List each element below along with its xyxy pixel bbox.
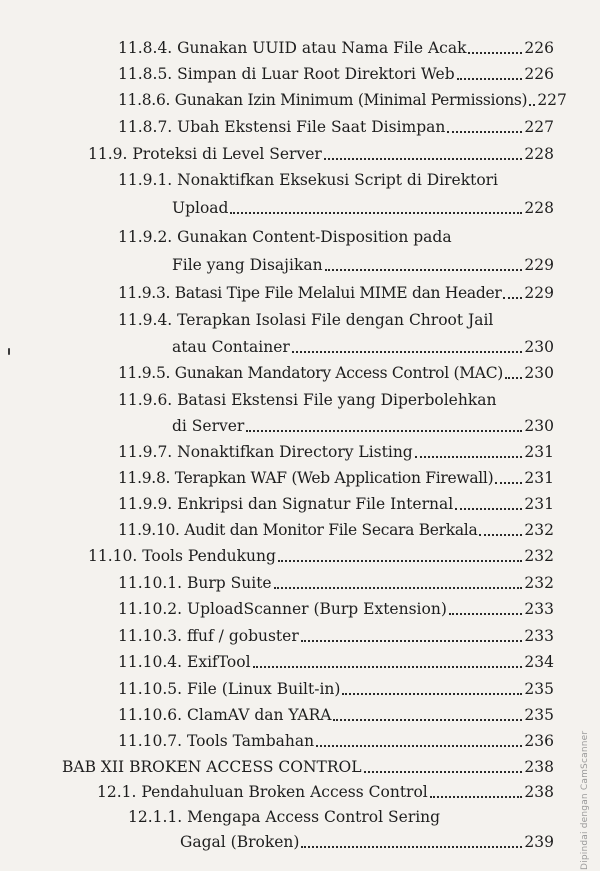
dot-leader: [301, 846, 522, 848]
toc-entry-11-9-7: [118, 442, 554, 462]
toc-entry-bab-xii: [62, 757, 554, 777]
toc-entry-title: 11.10.2. UploadScanner (Burp Extension): [118, 600, 447, 618]
toc-entry-11-10-1: [118, 573, 554, 593]
toc-entry-title: 11.10.7. Tools Tambahan: [118, 732, 315, 750]
toc-entry-page: 226: [524, 65, 554, 83]
dot-leader: [455, 508, 522, 510]
toc-entry-title: 12.1. Pendahuluan Broken Access Control: [97, 783, 428, 801]
toc-entry-11-9-5: [118, 363, 554, 383]
dot-leader: [468, 52, 522, 54]
dot-leader: [529, 104, 535, 106]
toc-entry-title: 11.9.6. Batasi Ekstensi File yang Diperbolehkan: [118, 391, 497, 409]
toc-entry-title: 11.9.3. Batasi Tipe File Melalui MIME dan Header: [118, 284, 502, 302]
dot-leader: [449, 613, 523, 615]
toc-entry-11-8-4: [118, 38, 554, 58]
toc-entry-title: 11.9.9. Enkripsi dan Signatur File Internal: [118, 495, 454, 513]
toc-entry-page: 231: [524, 495, 554, 513]
toc-entry-title: BAB XII BROKEN ACCESS CONTROL: [62, 758, 362, 776]
toc-entry-11-9-1: [118, 170, 554, 190]
toc-entry-11-9-4: [118, 310, 554, 330]
toc-entry-title: 11.10.4. ExifTool: [118, 653, 251, 671]
toc-entry-page: 226: [524, 39, 554, 57]
toc-entry-title: di Server: [172, 417, 245, 435]
toc-entry-page: 234: [524, 653, 554, 671]
toc-entry-page: 232: [524, 574, 554, 592]
toc-entry-title: 11.10.5. File (Linux Built-in): [118, 680, 341, 698]
dot-leader: [325, 269, 523, 271]
toc-entry-11-9-9: [118, 494, 554, 514]
dot-leader: [503, 297, 522, 299]
toc-entry-title: 11.10.6. ClamAV dan YARA: [118, 706, 332, 724]
toc-entry-title: Gagal (Broken): [180, 833, 300, 851]
toc-entry-title: 11.10.3. ffuf / gobuster: [118, 627, 299, 645]
dot-leader: [324, 158, 523, 160]
toc-entry-12-1-1: [128, 807, 554, 827]
toc-entry-title: 11.9.4. Terapkan Isolasi File dengan Chroot Jail: [118, 311, 494, 329]
toc-entry-11-10-7: [118, 731, 554, 751]
dot-leader: [274, 587, 523, 589]
toc-entry-11-10-2: [118, 599, 554, 619]
camscanner-watermark: Dipindai dengan CamScanner: [580, 730, 590, 870]
toc-entry-title: 11.9.7. Nonaktifkan Directory Listing: [118, 443, 413, 461]
toc-entry-page: 236: [524, 732, 554, 750]
toc-entry-11-9-2: [118, 227, 554, 247]
toc-entry-11-9-2-cont: [172, 255, 554, 275]
toc-entry-11-9: [88, 144, 554, 164]
toc-entry-title: 11.8.5. Simpan di Luar Root Direktori Web: [118, 65, 455, 83]
toc-entry-page: 228: [524, 199, 554, 217]
dot-leader: [316, 745, 522, 747]
toc-entry-page: 227: [524, 118, 554, 136]
toc-entry-page: 231: [524, 469, 554, 487]
dot-leader: [230, 212, 522, 214]
dot-leader: [415, 456, 523, 458]
toc-entry-11-10: [88, 546, 554, 566]
dot-leader: [253, 666, 523, 668]
toc-entry-page: 229: [524, 256, 554, 274]
dot-leader: [505, 377, 522, 379]
toc-entry-title: 12.1.1. Mengapa Access Control Sering: [128, 808, 441, 826]
toc-entry-page: 235: [524, 706, 554, 724]
scan-speck: [8, 348, 10, 355]
toc-entry-title: 11.10. Tools Pendukung: [88, 547, 276, 565]
toc-entry-page: 235: [524, 680, 554, 698]
dot-leader: [333, 719, 522, 721]
toc-entry-page: 231: [524, 443, 554, 461]
toc-entry-title: 11.8.6. Gunakan Izin Minimum (Minimal Permissions): [118, 91, 528, 109]
toc-entry-11-9-10: [118, 520, 554, 540]
toc-entry-11-10-5: [118, 679, 554, 699]
dot-leader: [364, 771, 523, 773]
toc-entry-page: 230: [524, 364, 554, 382]
dot-leader: [246, 430, 522, 432]
dot-leader: [292, 351, 523, 353]
toc-entry-page: 229: [524, 284, 554, 302]
dot-leader: [301, 640, 523, 642]
toc-entry-11-10-4: [118, 652, 554, 672]
toc-entry-title: 11.8.7. Ubah Ekstensi File Saat Disimpan: [118, 118, 446, 136]
toc-entry-page: 238: [524, 783, 554, 801]
dot-leader: [447, 131, 522, 133]
toc-entry-page: 228: [524, 145, 554, 163]
dot-leader: [430, 796, 523, 798]
toc-entry-11-9-6: [118, 390, 554, 410]
dot-leader: [495, 482, 522, 484]
toc-entry-page: 232: [524, 521, 554, 539]
toc-entry-title: atau Container: [172, 338, 290, 356]
dot-leader: [278, 560, 522, 562]
toc-entry-11-8-5: [118, 64, 554, 84]
toc-entry-11-9-6-cont: [172, 416, 554, 436]
toc-entry-title: 11.10.1. Burp Suite: [118, 574, 272, 592]
toc-entry-page: 232: [524, 547, 554, 565]
toc-entry-page: 230: [524, 338, 554, 356]
toc-entry-12-1: [97, 782, 554, 802]
dot-leader: [457, 78, 523, 80]
toc-entry-page: 238: [524, 758, 554, 776]
toc-entry-page: 230: [524, 417, 554, 435]
toc-entry-title: 11.9.5. Gunakan Mandatory Access Control (MAC): [118, 364, 504, 382]
toc-entry-11-10-3: [118, 626, 554, 646]
toc-entry-page: 239: [524, 833, 554, 851]
toc-entry-11-9-8: [118, 468, 554, 488]
toc-entry-title: 11.8.4. Gunakan UUID atau Nama File Acak: [118, 39, 467, 57]
toc-entry-page: 227: [537, 91, 567, 109]
toc-entry-11-9-4-cont: [172, 337, 554, 357]
toc-entry-page: 233: [524, 600, 554, 618]
toc-entry-11-8-7: [118, 117, 554, 137]
toc-entry-11-10-6: [118, 705, 554, 725]
toc-entry-11-8-6: [118, 90, 567, 110]
dot-leader: [342, 693, 522, 695]
toc-entry-11-9-1-cont: [172, 198, 554, 218]
toc-entry-title: 11.9.10. Audit dan Monitor File Secara Berkala: [118, 521, 478, 539]
toc-entry-title: 11.9.8. Terapkan WAF (Web Application Firewall): [118, 469, 494, 487]
dot-leader: [479, 534, 522, 536]
toc-entry-11-9-3: [118, 283, 554, 303]
toc-entry-title: 11.9. Proteksi di Level Server: [88, 145, 322, 163]
toc-entry-title: 11.9.1. Nonaktifkan Eksekusi Script di Direktori: [118, 171, 499, 189]
toc-entry-title: Upload: [172, 199, 229, 217]
toc-entry-page: 233: [524, 627, 554, 645]
toc-entry-title: 11.9.2. Gunakan Content-Disposition pada: [118, 228, 452, 246]
toc-entry-12-1-1-cont: [180, 832, 554, 852]
toc-entry-title: File yang Disajikan: [172, 256, 323, 274]
